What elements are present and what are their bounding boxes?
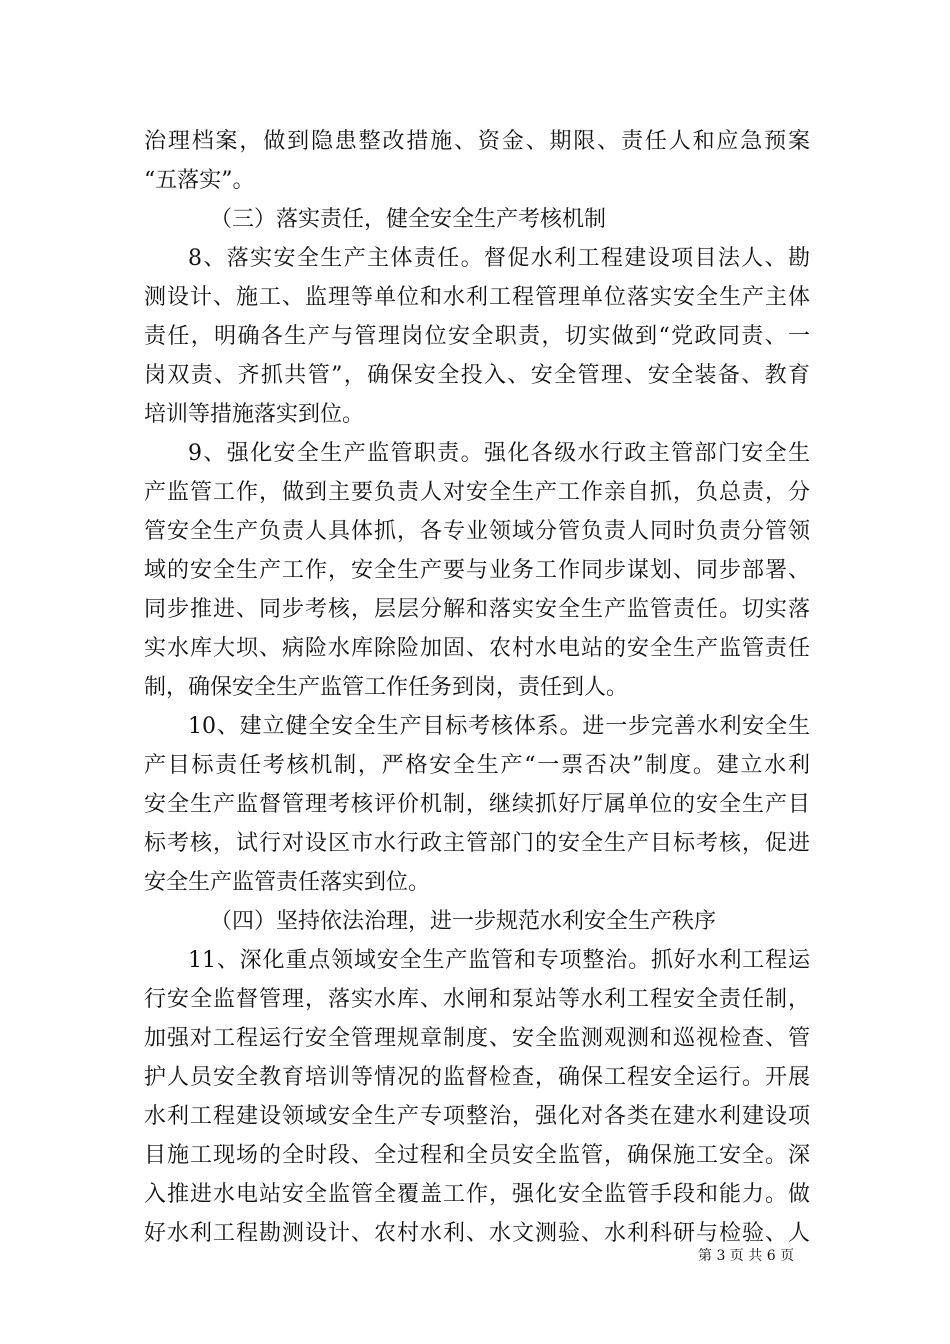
- text-line: 8、落实安全生产主体责任。督促水利工程建设项目法人、勘: [188, 246, 810, 271]
- text-line: 水利工程建设领域安全生产专项整治，强化对各类在建水利建设项: [144, 1104, 810, 1129]
- text-line: 责任，明确各生产与管理岗位安全职责，切实做到“党政同责、一: [144, 324, 810, 349]
- text-line: 标考核，试行对设区市水行政主管部门的安全生产目标考核，促进: [144, 831, 810, 856]
- text-line: 同步推进、同步考核，层层分解和落实安全生产监管责任。切实落: [144, 597, 810, 622]
- section-heading: （四）坚持依法治理，进一步规范水利安全生产秩序: [210, 909, 717, 934]
- text-line: 9、强化安全生产监管职责。强化各级水行政主管部门安全生: [188, 441, 810, 466]
- section-heading: （三）落实责任，健全安全生产考核机制: [210, 207, 607, 232]
- text-line: 安全生产监管责任落实到位。: [144, 870, 431, 895]
- text-line: 11、深化重点领域安全生产监管和专项整治。抓好水利工程运: [188, 948, 810, 973]
- text-line: 域的安全生产工作，安全生产要与业务工作同步谋划、同步部署、: [144, 558, 810, 583]
- text-line: 护人员安全教育培训等情况的监督检查，确保工程安全运行。开展: [144, 1065, 810, 1090]
- text-line: 入推进水电站安全监管全覆盖工作，强化安全监管手段和能力。做: [144, 1182, 810, 1207]
- text-line: 治理档案，做到隐患整改措施、资金、期限、责任人和应急预案: [144, 129, 810, 154]
- text-line: 管安全生产负责人具体抓，各专业领域分管负责人同时负责分管领: [144, 519, 810, 544]
- text-line: 制，确保安全生产监管工作任务到岗，责任到人。: [144, 675, 629, 700]
- text-line: 好水利工程勘测设计、农村水利、水文测验、水利科研与检验、人: [144, 1221, 810, 1246]
- text-line: 加强对工程运行安全管理规章制度、安全监测观测和巡视检查、管: [144, 1026, 810, 1051]
- text-line: 安全生产监督管理考核评价机制，继续抓好厅属单位的安全生产目: [144, 792, 810, 817]
- text-line: 岗双责、齐抓共管”，确保安全投入、安全管理、安全装备、教育: [144, 363, 810, 388]
- text-line: 行安全监督管理，落实水库、水闸和泵站等水利工程安全责任制，: [144, 987, 810, 1012]
- text-line: 10、建立健全安全生产目标考核体系。进一步完善水利安全生: [188, 714, 810, 739]
- page-footer: 第 3 页 共 6 页: [698, 1248, 795, 1264]
- text-line: 产目标责任考核机制，严格安全生产“一票否决”制度。建立水利: [144, 753, 810, 778]
- document-body: [144, 122, 810, 1253]
- text-line: 目施工现场的全时段、全过程和全员安全监管，确保施工安全。深: [144, 1143, 810, 1168]
- text-line: “五落实”。: [144, 168, 255, 193]
- text-line: 测设计、施工、监理等单位和水利工程管理单位落实安全生产主体: [144, 285, 810, 310]
- text-line: 实水库大坝、病险水库除险加固、农村水电站的安全生产监管责任: [144, 636, 810, 661]
- text-line: 培训等措施落实到位。: [144, 402, 365, 427]
- text-line: 产监管工作，做到主要负责人对安全生产工作亲自抓，负总责，分: [144, 480, 810, 505]
